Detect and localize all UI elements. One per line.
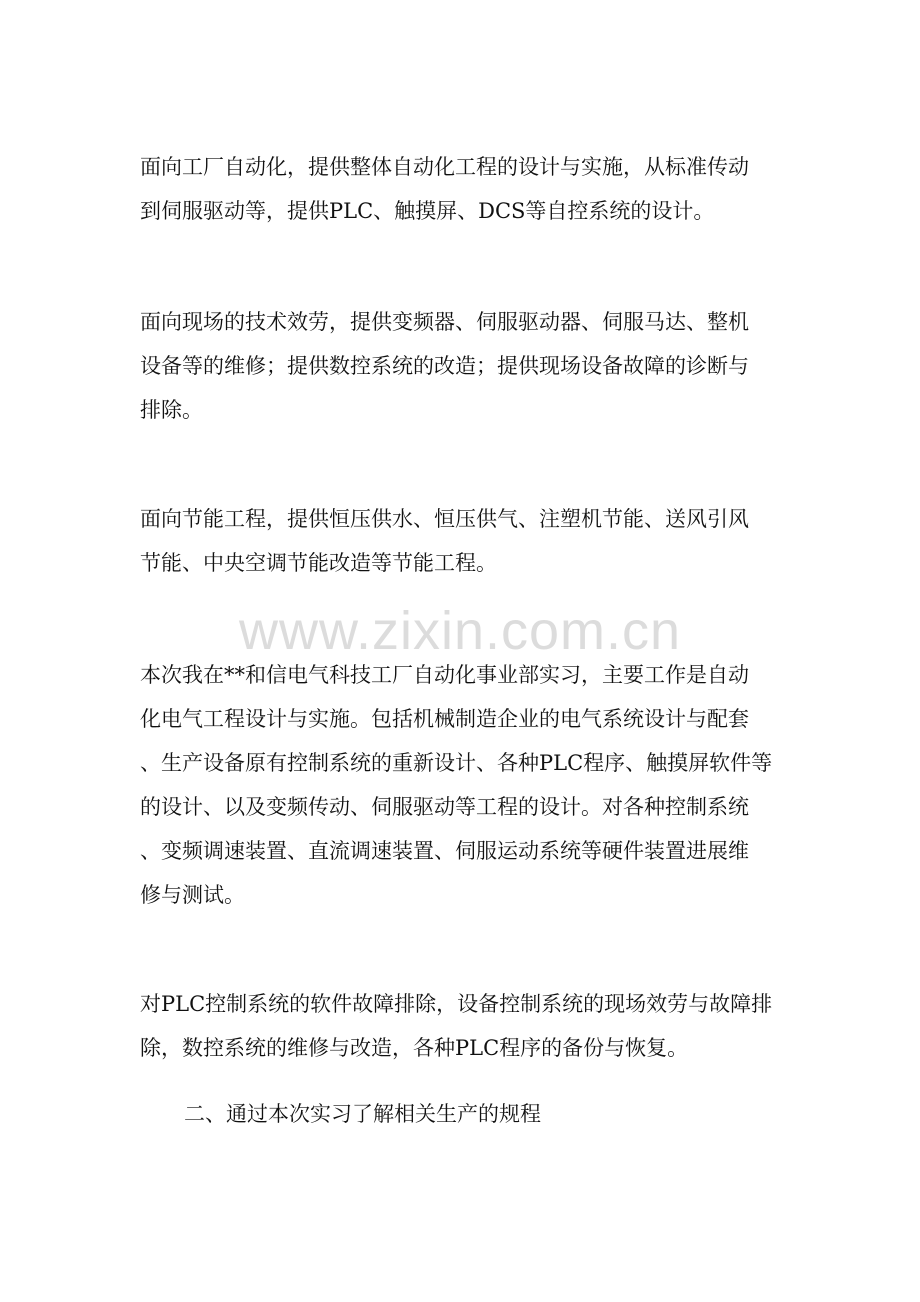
paragraph-energy-saving xyxy=(140,497,780,585)
text-line: 面向节能工程，提供恒压供水、恒压供气、注塑机节能、送风引风 xyxy=(140,507,749,531)
text-line: 修与测试。 xyxy=(140,883,245,907)
text-line: 、变频调速装置、直流调速装置、伺服运动系统等硬件装置进展维 xyxy=(140,839,749,863)
text-line: 对PLC控制系统的软件故障排除，设备控制系统的现场效劳与故障排 xyxy=(140,992,773,1016)
text-line: 化电气工程设计与实施。包括机械制造企业的电气系统设计与配套 xyxy=(140,707,749,731)
paragraph-plc-troubleshooting xyxy=(140,982,780,1070)
text-line: 面向现场的技术效劳，提供变频器、伺服驱动器、伺服马达、整机 xyxy=(140,310,749,334)
text-line: 设备等的维修；提供数控系统的改造；提供现场设备故障的诊断与 xyxy=(140,354,749,378)
text-line: 面向工厂自动化，提供整体自动化工程的设计与实施，从标准传动 xyxy=(140,155,749,179)
section-heading: 二、通过本次实习了解相关生产的规程 xyxy=(184,1102,541,1126)
text-line: 排除。 xyxy=(140,398,203,422)
paragraph-field-service xyxy=(140,300,780,432)
text-line: 除，数控系统的维修与改造，各种PLC程序的备份与恢复。 xyxy=(140,1036,689,1060)
text-line: 到伺服驱动等，提供PLC、触摸屏、DCS等自控系统的设计。 xyxy=(140,199,715,223)
text-line: 、生产设备原有控制系统的重新设计、各种PLC程序、触摸屏软件等 xyxy=(140,751,773,775)
paragraph-internship-work xyxy=(140,653,780,917)
watermark: www.zixin.com.cn xyxy=(238,601,682,661)
paragraph-factory-automation xyxy=(140,145,780,233)
text-line: 本次我在**和信电气科技工厂自动化事业部实习，主要工作是自动 xyxy=(140,663,749,687)
text-line: 节能、中央空调节能改造等节能工程。 xyxy=(140,551,497,575)
text-line: 的设计、以及变频传动、伺服驱动等工程的设计。对各种控制系统 xyxy=(140,795,749,819)
